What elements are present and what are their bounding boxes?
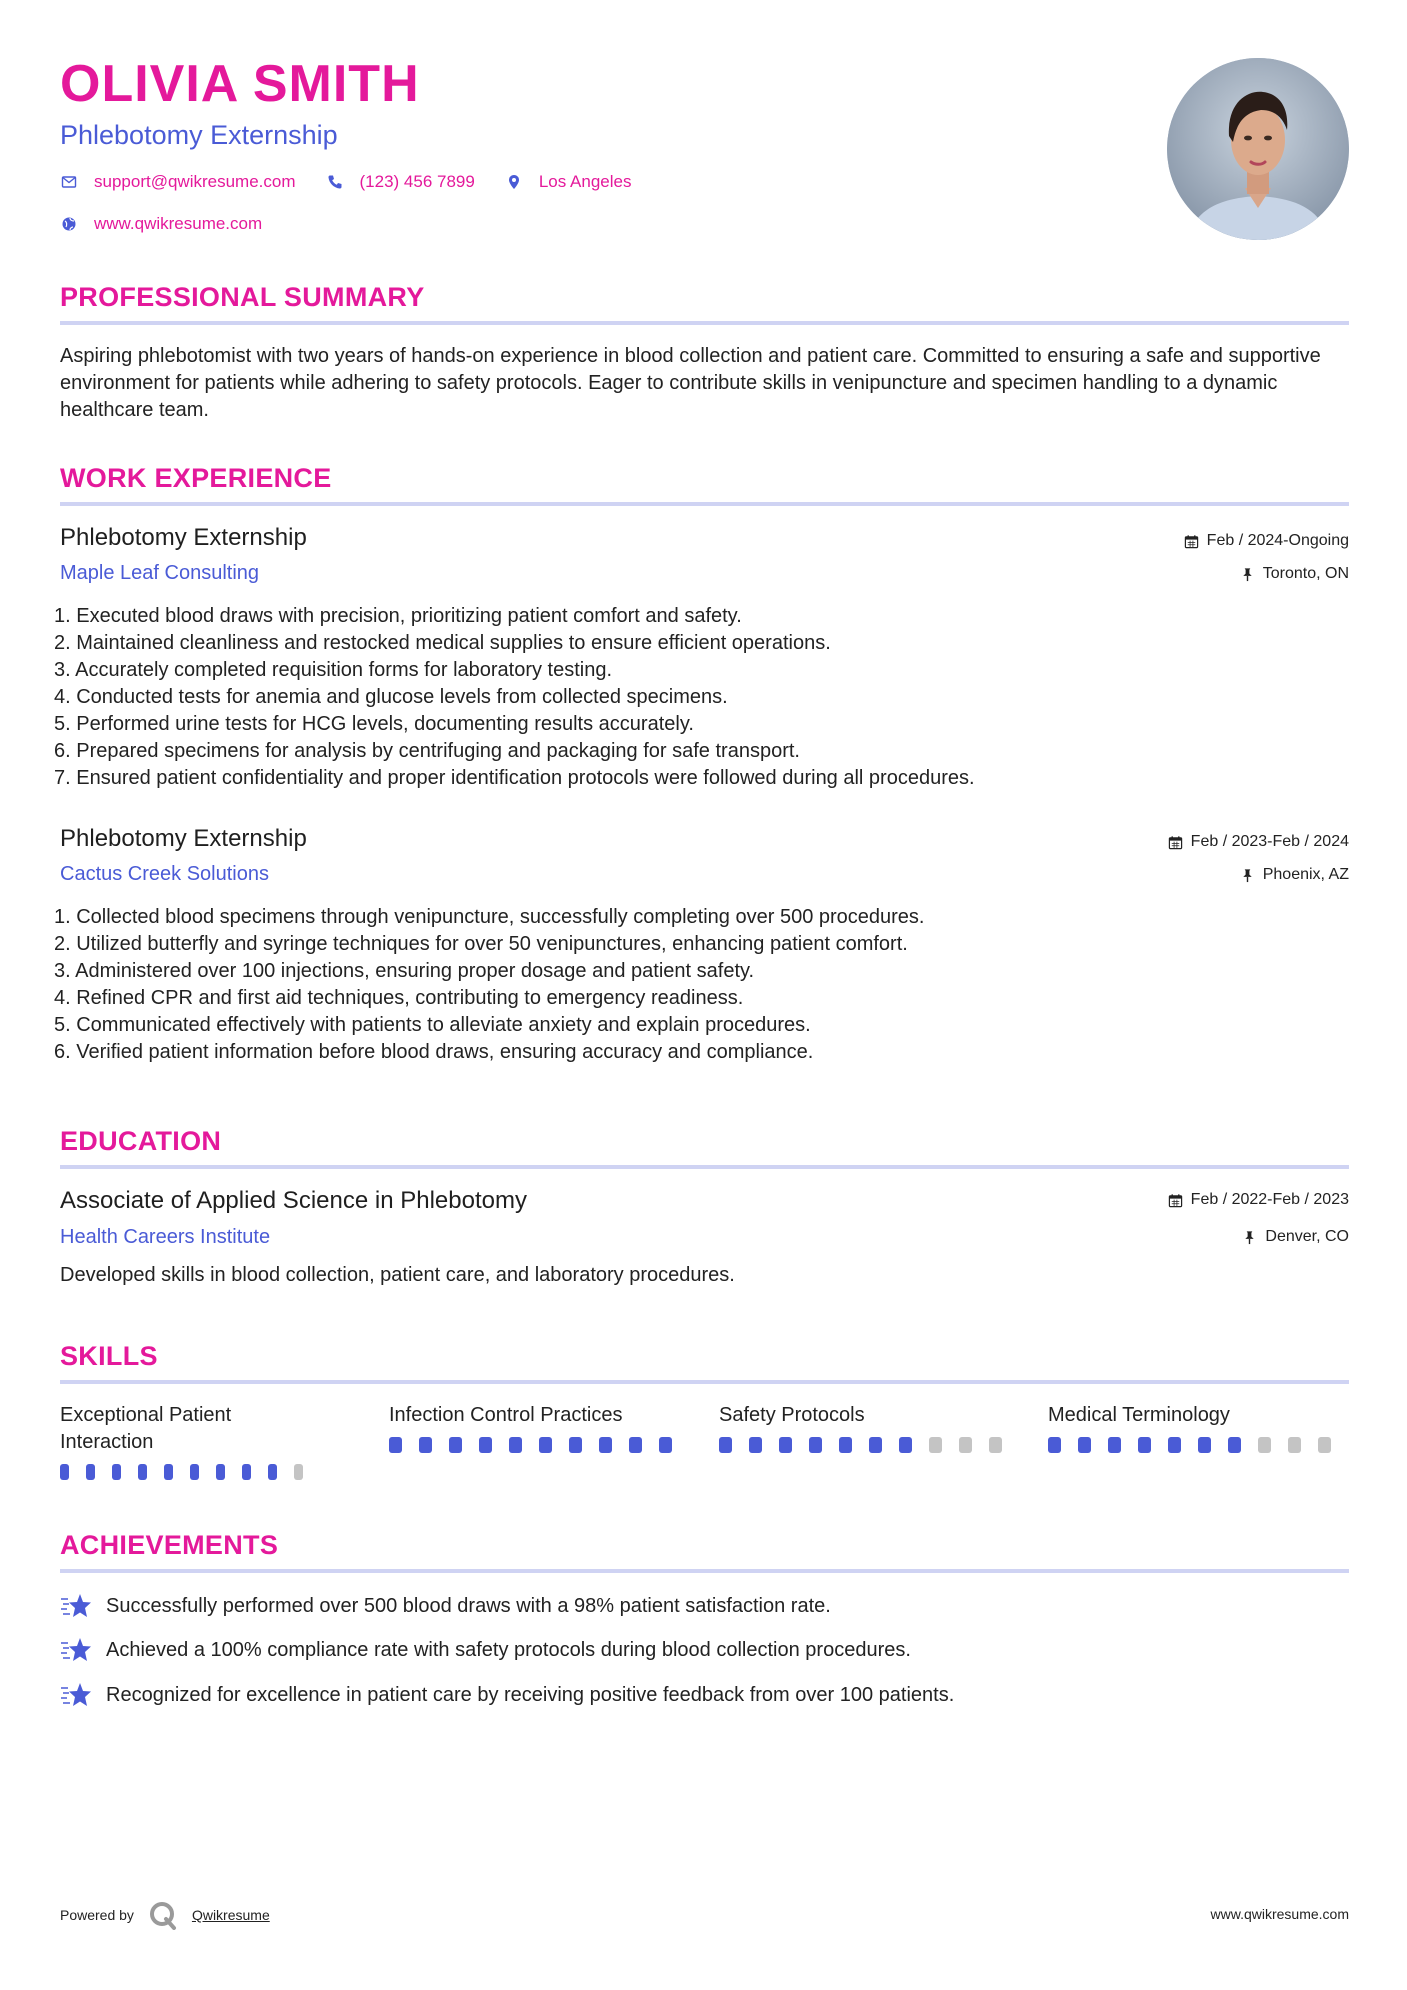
rating-dot-filled — [629, 1437, 642, 1453]
skill-rating — [1048, 1437, 1348, 1453]
section-divider — [60, 1380, 1349, 1384]
contact-website[interactable] — [60, 214, 262, 234]
achievement-text: Recognized for excellence in patient care by receiving positive feedback from over 100 patients. — [106, 1683, 955, 1706]
rating-dot-filled — [419, 1437, 432, 1453]
location-text: Phoenix, AZ — [1262, 866, 1349, 883]
candidate-role: Phlebotomy Externship — [60, 120, 338, 150]
skill-name: Infection Control Practices — [389, 1404, 623, 1426]
pushpin-icon — [1240, 567, 1255, 582]
skill-rating — [719, 1437, 1019, 1453]
job-dates — [1168, 833, 1349, 851]
star-icon — [60, 1592, 92, 1620]
footer-powered-by — [60, 1900, 270, 1930]
rating-dot-empty — [959, 1437, 972, 1453]
list-item: 1. Executed blood draws with precision, prioritizing patient comfort and safety. — [54, 605, 742, 627]
rating-dot-filled — [749, 1437, 762, 1453]
rating-dot-filled — [539, 1437, 552, 1453]
summary-text: Aspiring phlebotomist with two years of hands-on experience in blood collection and patient care. Committed to ensuring a safe and supportive environment for patients while adhering to safety protocols. Eager to contribute skills in venipuncture and specimen handling to a dynamic healthcare team. — [60, 345, 1321, 421]
rating-dot-filled — [60, 1464, 69, 1480]
rating-dot-filled — [509, 1437, 522, 1453]
rating-dot-empty — [929, 1437, 942, 1453]
dates-text: Feb / 2024-Ongoing — [1206, 532, 1349, 549]
section-divider — [60, 321, 1349, 325]
job-dates — [1184, 532, 1349, 550]
skill-rating — [60, 1464, 320, 1480]
education-location — [1242, 1228, 1349, 1246]
rating-dot-filled — [779, 1437, 792, 1453]
experience-heading: WORK EXPERIENCE — [60, 463, 332, 493]
achievement-item — [60, 1681, 954, 1709]
section-divider — [60, 1165, 1349, 1169]
rating-dot-filled — [1108, 1437, 1121, 1453]
pushpin-icon — [1242, 1230, 1257, 1245]
skill-item — [60, 1402, 320, 1480]
rating-dot-filled — [1198, 1437, 1211, 1453]
list-item: 1. Collected blood specimens through venipuncture, successfully completing over 500 procedures. — [54, 906, 925, 928]
rating-dot-empty — [1318, 1437, 1331, 1453]
map-pin-icon — [505, 173, 523, 191]
skills-heading: SKILLS — [60, 1341, 158, 1371]
contact-row-website — [60, 214, 292, 234]
rating-dot-empty — [1258, 1437, 1271, 1453]
rating-dot-filled — [1048, 1437, 1061, 1453]
resume-page — [54, 0, 1349, 1990]
rating-dot-filled — [242, 1464, 251, 1480]
job-location — [1240, 565, 1349, 583]
list-item: 3. Administered over 100 injections, ensuring proper dosage and patient safety. — [54, 960, 755, 982]
email-text: support@qwikresume.com — [94, 172, 296, 191]
achievement-item — [60, 1592, 831, 1620]
rating-dot-filled — [138, 1464, 147, 1480]
rating-dot-filled — [659, 1437, 672, 1453]
summary-heading: PROFESSIONAL SUMMARY — [60, 282, 425, 312]
rating-dot-filled — [809, 1437, 822, 1453]
skill-name: Exceptional Patient Interaction — [60, 1404, 232, 1453]
list-item: 7. Ensured patient confidentiality and proper identification protocols were followed during all procedures. — [54, 767, 975, 789]
list-item: 2. Utilized butterfly and syringe techniques for over 50 venipunctures, enhancing patient comfort. — [54, 933, 908, 955]
rating-dot-filled — [1228, 1437, 1241, 1453]
job-location — [1240, 866, 1349, 884]
list-item: 6. Prepared specimens for analysis by centrifuging and packaging for safe transport. — [54, 740, 800, 762]
rating-dot-filled — [190, 1464, 199, 1480]
rating-dot-filled — [1138, 1437, 1151, 1453]
company-name: Cactus Creek Solutions — [60, 863, 269, 885]
rating-dot-filled — [86, 1464, 95, 1480]
job-title: Phlebotomy Externship — [60, 524, 307, 551]
powered-by-label: Powered by — [60, 1907, 134, 1923]
education-heading: EDUCATION — [60, 1126, 222, 1156]
list-item: 5. Performed urine tests for HCG levels, documenting results accurately. — [54, 713, 694, 735]
globe-icon — [60, 215, 78, 233]
phone-text: (123) 456 7899 — [359, 172, 475, 191]
rating-dot-empty — [989, 1437, 1002, 1453]
skill-item — [719, 1402, 1019, 1453]
rating-dot-empty — [1288, 1437, 1301, 1453]
list-item: 4. Conducted tests for anemia and glucose levels from collected specimens. — [54, 686, 728, 708]
star-icon — [60, 1681, 92, 1709]
rating-dot-filled — [899, 1437, 912, 1453]
location-text: Toronto, ON — [1262, 565, 1349, 582]
qwikresume-logo-icon — [148, 1900, 178, 1930]
brand-link[interactable]: Qwikresume — [191, 1907, 270, 1923]
achievement-text: Successfully performed over 500 blood draws with a 98% patient satisfaction rate. — [106, 1594, 831, 1617]
skill-rating — [389, 1437, 689, 1453]
section-divider — [60, 502, 1349, 506]
dates-text: Feb / 2022-Feb / 2023 — [1190, 1191, 1349, 1208]
section-divider — [60, 1569, 1349, 1573]
website-text: www.qwikresume.com — [94, 214, 263, 233]
rating-dot-filled — [839, 1437, 852, 1453]
contact-phone[interactable] — [326, 172, 475, 192]
rating-dot-filled — [112, 1464, 121, 1480]
skill-item — [389, 1402, 689, 1453]
job-bullets — [54, 603, 1349, 792]
candidate-name: OLIVIA SMITH — [60, 55, 420, 113]
rating-dot-filled — [1078, 1437, 1091, 1453]
location-text: Denver, CO — [1265, 1228, 1349, 1245]
rating-dot-empty — [294, 1464, 303, 1480]
list-item: 4. Refined CPR and first aid techniques, contributing to emergency readiness. — [54, 987, 744, 1009]
degree-title: Associate of Applied Science in Phlebotomy — [60, 1187, 527, 1214]
contact-row — [60, 172, 661, 192]
list-item: 2. Maintained cleanliness and restocked medical supplies to ensure efficient operations. — [54, 632, 831, 654]
company-name: Maple Leaf Consulting — [60, 562, 260, 584]
rating-dot-filled — [479, 1437, 492, 1453]
rating-dot-filled — [599, 1437, 612, 1453]
rating-dot-filled — [1168, 1437, 1181, 1453]
rating-dot-filled — [268, 1464, 277, 1480]
list-item: 6. Verified patient information before blood draws, ensuring accuracy and compliance. — [54, 1041, 814, 1063]
contact-location — [505, 172, 632, 192]
footer-website[interactable]: www.qwikresume.com — [1210, 1906, 1349, 1922]
school-name: Health Careers Institute — [60, 1226, 271, 1248]
dates-text: Feb / 2023-Feb / 2024 — [1190, 833, 1349, 850]
calendar-icon — [1168, 835, 1183, 850]
education-description: Developed skills in blood collection, patient care, and laboratory procedures. — [60, 1264, 735, 1286]
achievements-heading: ACHIEVEMENTS — [60, 1530, 279, 1560]
job-bullets — [54, 904, 1349, 1066]
list-item: 3. Accurately completed requisition forms for laboratory testing. — [54, 659, 613, 681]
rating-dot-filled — [569, 1437, 582, 1453]
calendar-icon — [1184, 534, 1199, 549]
list-item: 5. Communicated effectively with patients to alleviate anxiety and explain procedures. — [54, 1014, 811, 1036]
skill-item — [1048, 1402, 1348, 1453]
rating-dot-filled — [719, 1437, 732, 1453]
rating-dot-filled — [164, 1464, 173, 1480]
envelope-icon — [60, 173, 78, 191]
pushpin-icon — [1240, 868, 1255, 883]
skill-name: Medical Terminology — [1048, 1404, 1230, 1426]
rating-dot-filled — [449, 1437, 462, 1453]
star-icon — [60, 1636, 92, 1664]
phone-icon — [326, 173, 344, 191]
achievement-item — [60, 1636, 911, 1664]
location-text: Los Angeles — [538, 172, 632, 191]
rating-dot-filled — [216, 1464, 225, 1480]
job-title: Phlebotomy Externship — [60, 825, 307, 852]
education-dates — [1168, 1191, 1349, 1209]
achievement-text: Achieved a 100% compliance rate with safety protocols during blood collection procedures. — [106, 1638, 911, 1661]
contact-email[interactable] — [60, 172, 296, 192]
rating-dot-filled — [869, 1437, 882, 1453]
calendar-icon — [1168, 1193, 1183, 1208]
profile-photo — [1167, 58, 1349, 240]
skill-name: Safety Protocols — [719, 1404, 865, 1426]
rating-dot-filled — [389, 1437, 402, 1453]
